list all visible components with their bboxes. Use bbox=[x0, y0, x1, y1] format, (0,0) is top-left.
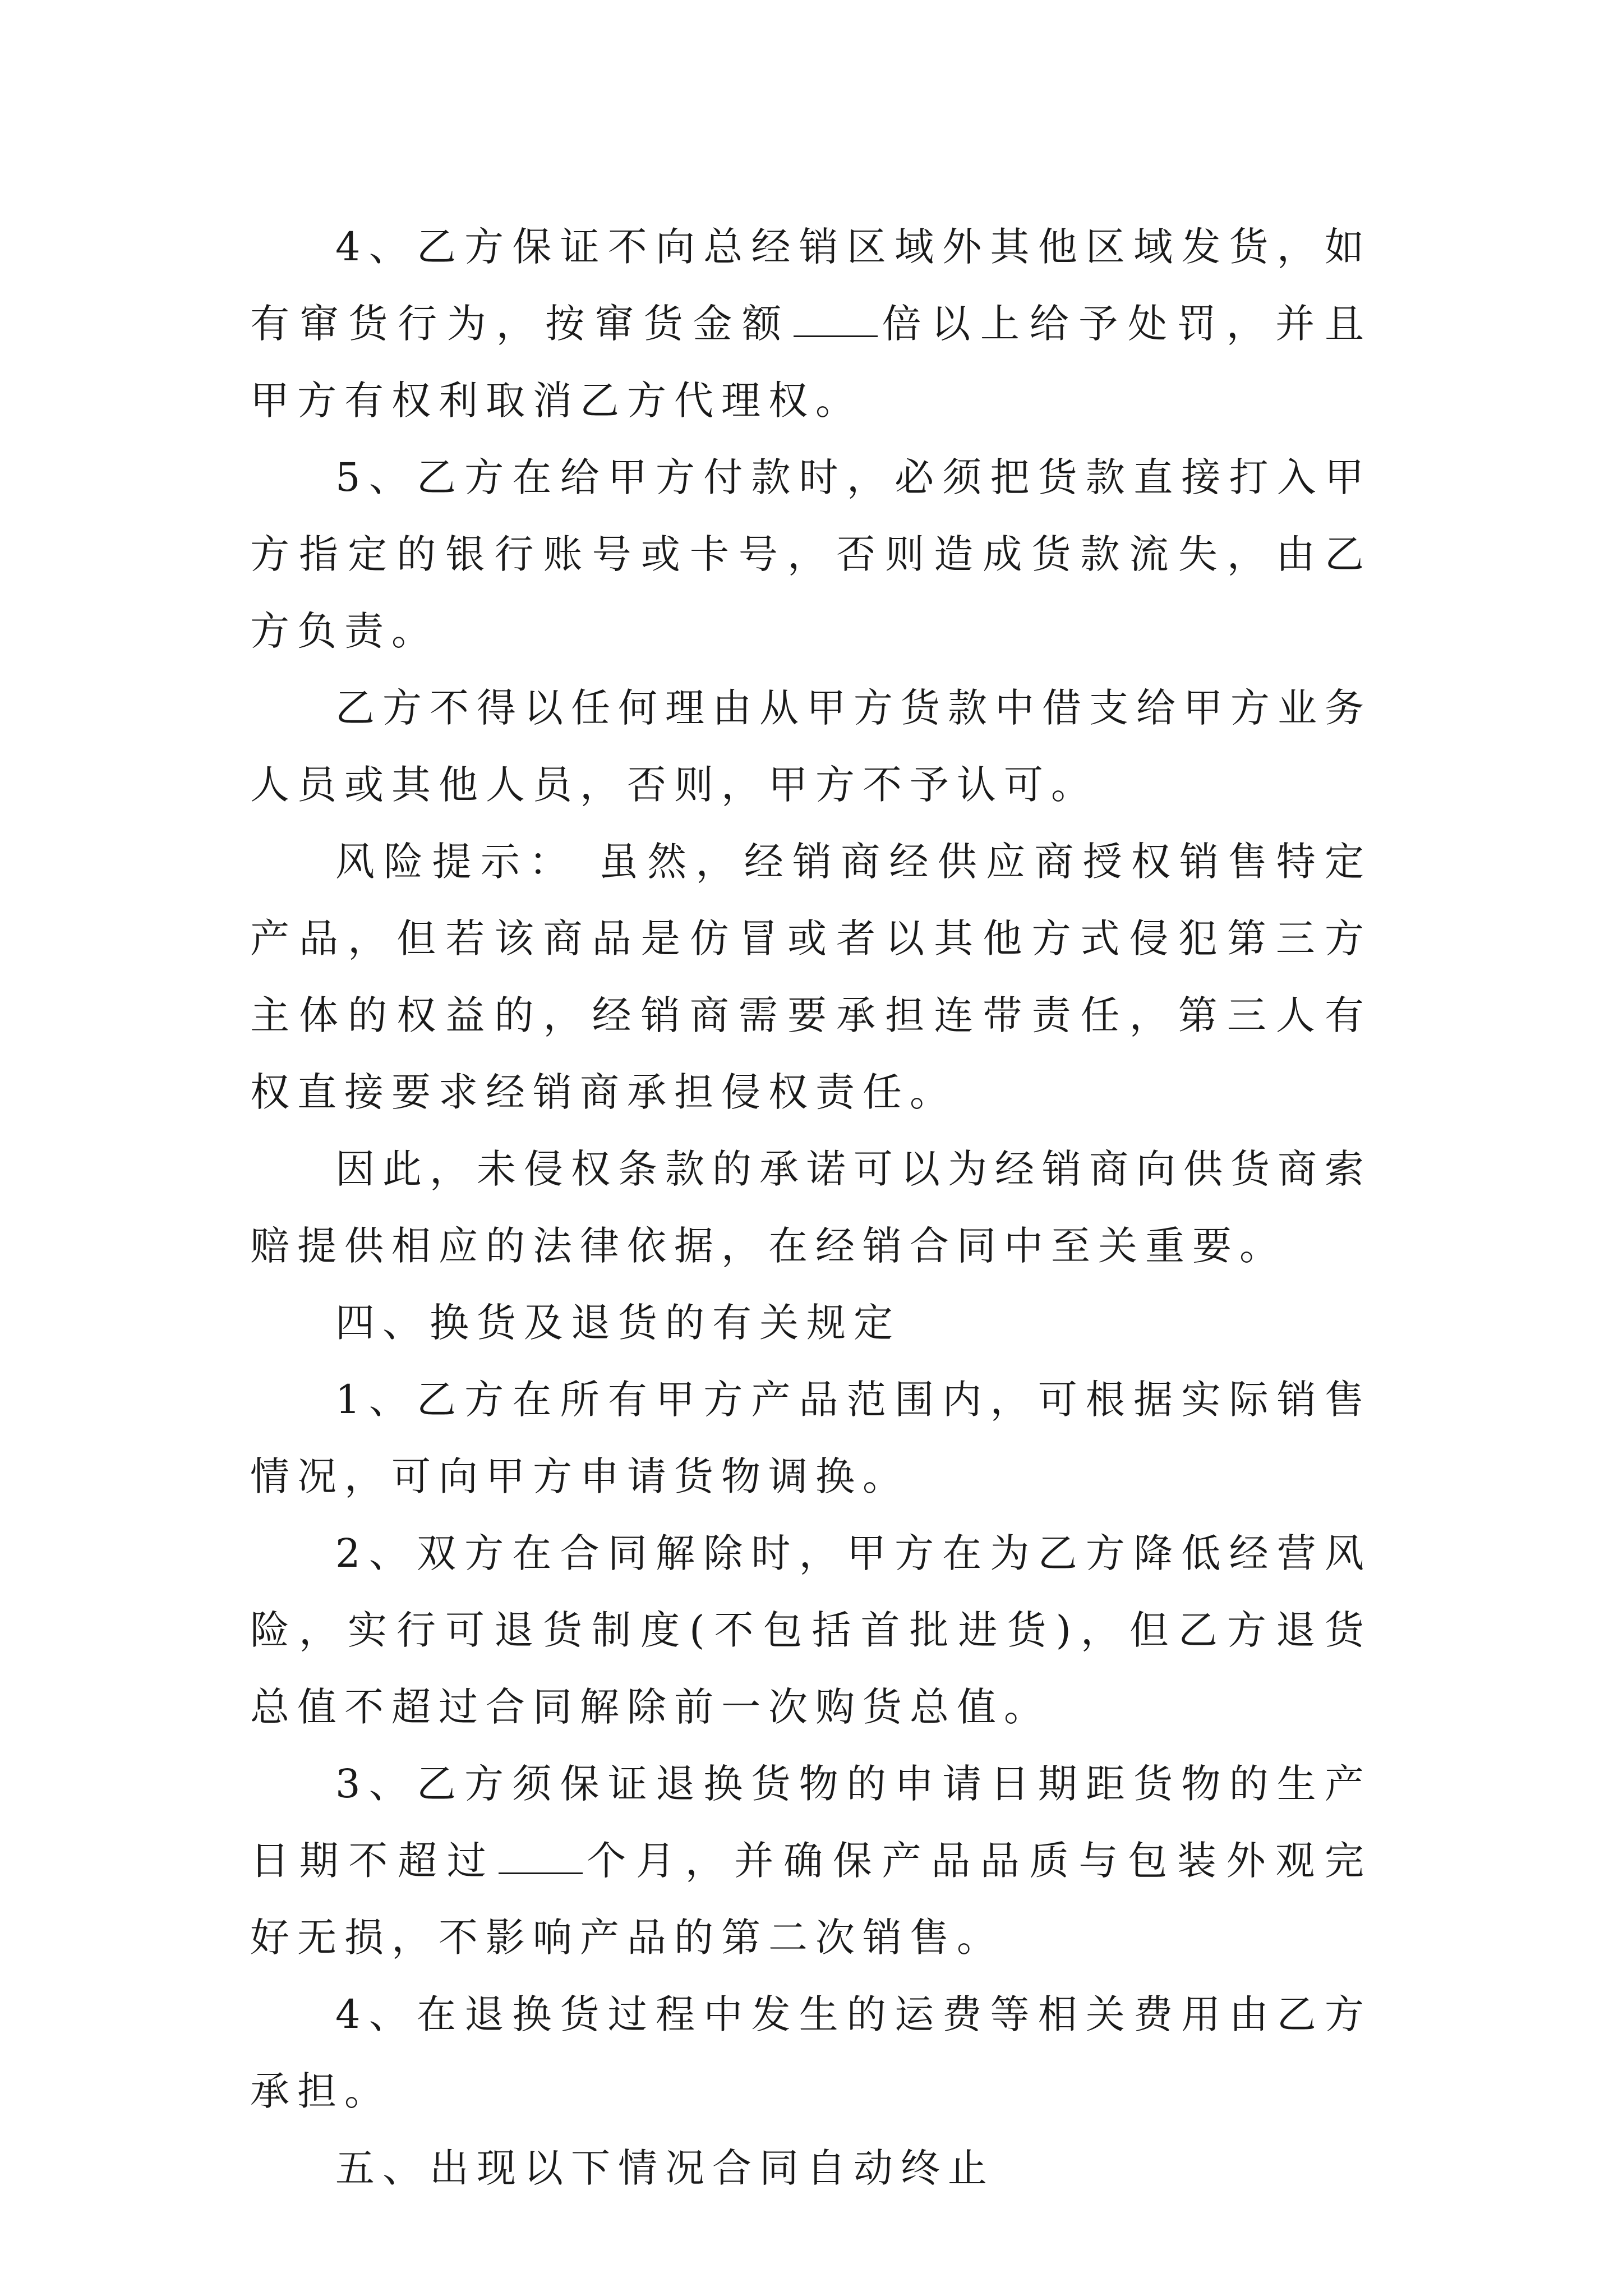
clause-no-advance-payment: 乙方不得以任何理由从甲方货款中借支给甲方业务人员或其他人员，否则，甲方不予认可。 bbox=[250, 685, 1372, 808]
document-body bbox=[250, 209, 1372, 2207]
section-heading-termination: 五、出现以下情况合同自动终止 bbox=[335, 2145, 995, 2191]
fill-in-blank-months bbox=[499, 1839, 583, 1874]
clause-4-cross-region-shipping bbox=[250, 209, 1372, 439]
clause-text: 4、乙方保证不向总经销区域外其他区域发货，如有窜货行为，按窜货金额 bbox=[250, 224, 1372, 347]
clause-5-payment: 5、乙方在给甲方付款时，必须把货款直接打入甲方指定的银行账号或卡号，否则造成货款流失，由乙方负责。 bbox=[250, 454, 1372, 654]
clause-text: 倍以上给予处罚，并且甲方有权利取消乙方代理权。 bbox=[250, 301, 1372, 424]
clause-text: 3、乙方须保证退换货物的申请日期距货物的生产日期不超过 bbox=[250, 1761, 1372, 1884]
clause-1-exchange: 1、乙方在所有甲方产品范围内，可根据实际销售情况，可向甲方申请货物调换。 bbox=[250, 1377, 1372, 1499]
clause-text: 个月，并确保产品品质与包装外观完好无损，不影响产品的第二次销售。 bbox=[250, 1838, 1372, 1961]
clause-4-shipping-costs: 4、在退换货过程中发生的运费等相关费用由乙方承担。 bbox=[250, 1991, 1372, 2114]
clause-2-return-policy: 2、双方在合同解除时，甲方在为乙方降低经营风险，实行可退货制度(不包括首批进货)，但乙方退货总值不超过合同解除前一次购货总值。 bbox=[250, 1530, 1372, 1730]
fill-in-blank-multiplier bbox=[794, 302, 878, 337]
section-heading-exchange-return: 四、换货及退货的有关规定 bbox=[335, 1300, 901, 1346]
clause-3-return-timeframe bbox=[250, 1746, 1372, 1976]
risk-notice: 风险提示： 虽然，经销商经供应商授权销售特定产品，但若该商品是仿冒或者以其他方式侵犯第三方主体的权益的，经销商需要承担连带责任，第三人有权直接要求经销商承担侵权责任。 bbox=[250, 839, 1372, 1115]
risk-notice-conclusion: 因此，未侵权条款的承诺可以为经销商向供货商索赔提供相应的法律依据，在经销合同中至关重要。 bbox=[250, 1146, 1372, 1269]
